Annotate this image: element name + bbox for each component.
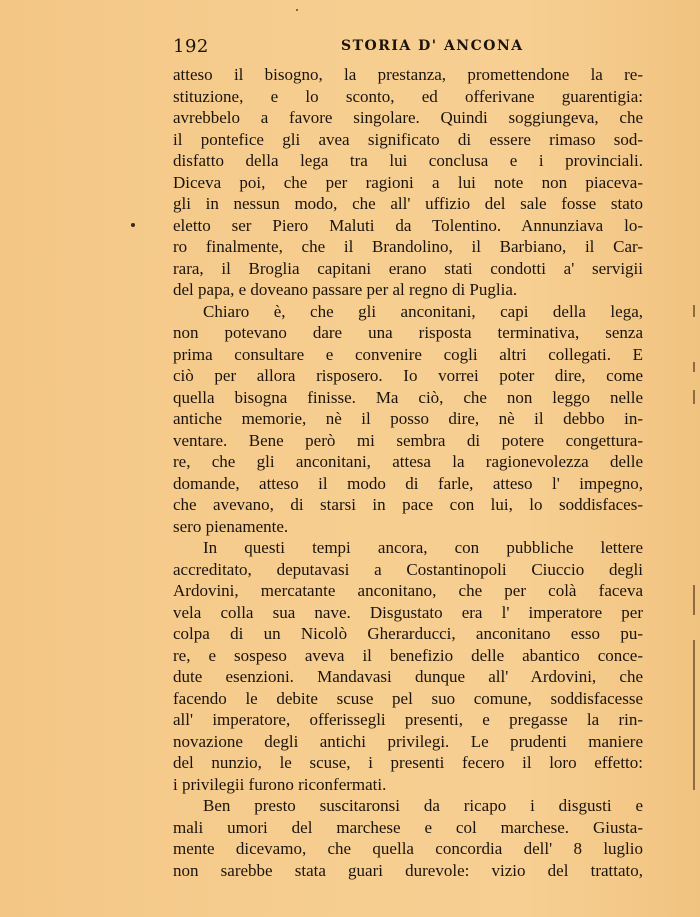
- margin-ink-dot: [131, 223, 135, 227]
- text-line: disfatto della lega tra lui conclusa e i provinciali.: [173, 151, 643, 170]
- text-line: sero pienamente.: [173, 516, 289, 536]
- text-line: mali umori del marchese e col marchese. Giusta-: [173, 817, 643, 837]
- paragraph-start: Chiaro è, che gli anconitani, capi della lega,: [203, 301, 643, 321]
- body-text: [173, 64, 643, 881]
- text-line: atteso il bisogno, la prestanza, promettendone la re-: [173, 65, 643, 84]
- text-line: facendo le debite scuse pel suo comune, soddisfacesse: [173, 688, 643, 708]
- text-line: re, che gli anconitani, attesa la ragionevolezza delle: [173, 452, 643, 471]
- text-line: vela colla sua nave. Disgustato era l' imperatore per: [173, 602, 643, 622]
- text-line: Ardovini, mercatante anconitano, che per colà faceva: [173, 581, 643, 600]
- text-line: il pontefice gli avea significato di essere rimaso sod-: [173, 129, 643, 149]
- text-line: non sarebbe stata guari durevole: vizio del trattato,: [173, 860, 643, 880]
- paragraph-start: Ben presto suscitaronsi da ricapo i disgusti e: [203, 796, 643, 815]
- text-line: ro finalmente, che il Brandolino, il Barbiano, il Car-: [173, 237, 643, 256]
- text-line: quella bisogna finisse. Ma ciò, che non leggo nelle: [173, 387, 643, 407]
- text-line: re, e sospeso aveva il benefizio delle abantico conce-: [173, 645, 643, 665]
- page-edge-mark: [693, 640, 695, 790]
- page-edge-mark: [693, 390, 695, 404]
- text-line: ventare. Bene però mi sembra di potere congettura-: [173, 430, 643, 450]
- page-edge-mark: [693, 585, 695, 615]
- page-header: [173, 36, 636, 58]
- text-line: che avevano, di starsi in pace con lui, lo soddisfaces-: [173, 495, 643, 514]
- text-line: stituzione, e lo sconto, ed offerivane guarentigia:: [173, 86, 643, 106]
- text-line: eletto ser Piero Maluti da Tolentino. Annunziava lo-: [173, 215, 643, 235]
- text-line: i privilegii furono riconfermati.: [173, 774, 387, 794]
- text-line: all' imperatore, offerissegli presenti, e pregasse la rin-: [173, 710, 643, 729]
- text-line: ciò per allora risposero. Io vorrei poter dire, come: [173, 366, 643, 385]
- running-title: STORIA D' ANCONA: [341, 38, 524, 54]
- text-line: del papa, e doveano passare per al regno di Puglia.: [173, 280, 518, 299]
- text-line: mente dicevamo, che quella concordia dell' 8 luglio: [173, 839, 643, 858]
- text-line: antiche memorie, nè il posso dire, nè il debbo in-: [173, 409, 643, 428]
- text-line: accreditato, deputavasi a Costantinopoli Ciuccio degli: [173, 559, 643, 579]
- text-line: dute esenzioni. Mandavasi dunque all' Ardovini, che: [173, 667, 643, 686]
- text-line: non potevano dare una risposta terminativa, senza: [173, 323, 643, 342]
- page-edge-mark: [693, 362, 695, 372]
- text-line: colpa di un Nicolò Gherarducci, anconitano esso pu-: [173, 624, 643, 643]
- paragraph-start: In questi tempi ancora, con pubbliche lettere: [203, 538, 643, 557]
- text-line: Diceva poi, che per ragioni a lui note non piaceva-: [173, 172, 643, 192]
- text-line: gli in nessun modo, che all' uffizio del sale fosse stato: [173, 194, 643, 213]
- text-line: rara, il Broglia capitani erano stati condotti a' servigii: [173, 258, 643, 278]
- text-line: del nunzio, le scuse, i presenti fecero il loro effetto:: [173, 753, 643, 772]
- page-edge-mark: [693, 305, 695, 317]
- text-line: prima consultare e convenire cogli altri collegati. E: [173, 344, 643, 364]
- page-number: 192: [173, 36, 209, 57]
- ink-speck: [296, 9, 298, 11]
- text-line: avrebbelo a favore singolare. Quindi soggiungeva, che: [173, 108, 643, 127]
- text-line: novazione degli antichi privilegi. Le prudenti maniere: [173, 731, 643, 751]
- text-line: domande, atteso il modo di farle, atteso l' impegno,: [173, 473, 643, 493]
